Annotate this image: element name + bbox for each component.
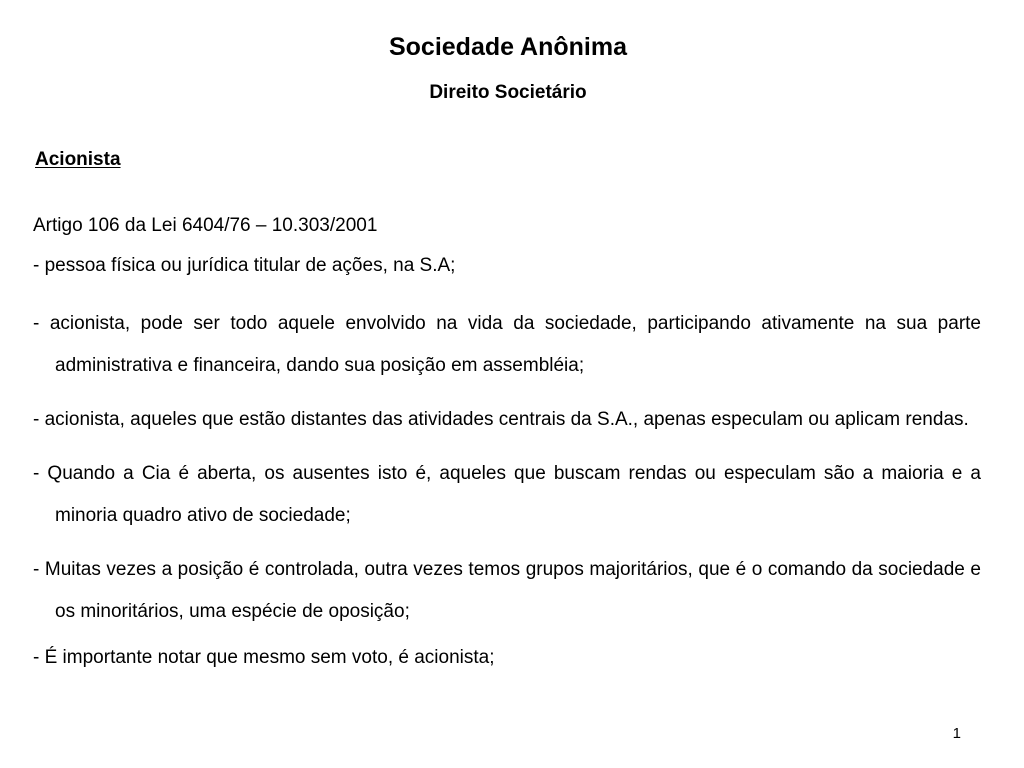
paragraph-3: - acionista, aqueles que estão distantes das atividades centrais da S.A., apenas especulam ou aplicam rendas. bbox=[33, 409, 969, 430]
page-number: 1 bbox=[952, 725, 961, 742]
paragraph-1: - pessoa física ou jurídica titular de ações, na S.A; bbox=[33, 255, 456, 276]
slide-title: Sociedade Anônima bbox=[388, 33, 627, 61]
slide-subtitle: Direito Societário bbox=[429, 82, 587, 103]
article-reference: Artigo 106 da Lei 6404/76 – 10.303/2001 bbox=[33, 215, 378, 236]
section-heading: Acionista bbox=[35, 149, 121, 170]
paragraph-2: - acionista, pode ser todo aquele envolvido na vida da sociedade, participando ativamente na sua parte administrativa e financeira, dando sua posição em assembléia; bbox=[33, 313, 981, 376]
paragraph-5: - Muitas vezes a posição é controlada, outra vezes temos grupos majoritários, que é o comando da sociedade e os minoritários, uma espécie de oposição; bbox=[33, 559, 981, 622]
paragraph-6: - É importante notar que mesmo sem voto, é acionista; bbox=[33, 647, 495, 668]
paragraph-4: - Quando a Cia é aberta, os ausentes isto é, aqueles que buscam rendas ou especulam são a maioria e a minoria quadro ativo de sociedade; bbox=[33, 463, 981, 526]
slide-body bbox=[33, 213, 981, 695]
